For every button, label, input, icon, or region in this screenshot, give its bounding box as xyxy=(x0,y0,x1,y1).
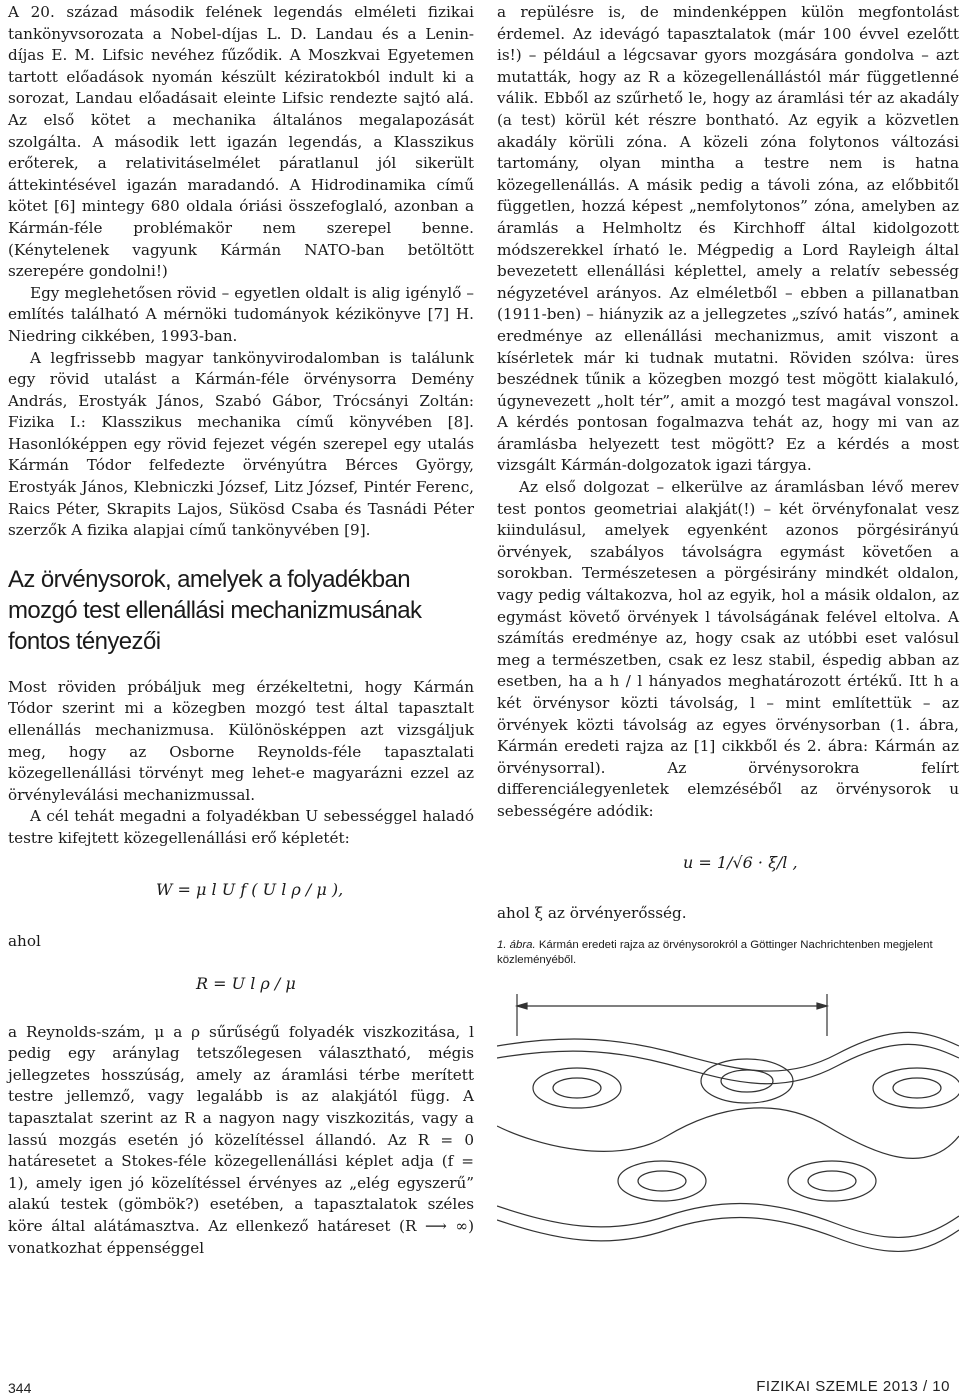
paragraph-landau-lifsic: A 20. század második felének legendás elméleti fizikai tankönyvsorozata a Nobel-díjas L. D. Landau és a Lenin-díjas E. M. Lifsic nevéhez fűződik. A Moszkvai Egyetemen tartott előadások nyomán készült kéziratokból indult ki a sorozat, Landau előadásait eleinte Lifsic rendezte sajtó alá. Az első kötet a mechanika általános megalapozását szolgálta. A második lett igazán legendás, a Klasszikus erőterek, a relativitáselmélet páratlanul jól sikerült áttekintésével igazán maradandó. A Hidrodinamika című kötet [6] mintegy 680 oldala óriási összefoglaló, azonban a Kármán-féle problémakör nem szerepel benne. (Kénytelenek vagyunk Kármán NATO-ban betöltött szerepére gondolni!) xyxy=(8,3,474,281)
paragraph-vortex-strength: ahol ξ az örvényerősség. xyxy=(497,903,687,922)
formula-w xyxy=(8,850,474,936)
upper-vortex-1-inner xyxy=(553,1078,601,1098)
formula-r-text: R = U l ρ / μ xyxy=(196,973,296,993)
upper-vortex-3 xyxy=(873,1068,959,1108)
lower-vortex-1 xyxy=(618,1161,706,1201)
paragraph-niedring: Egy meglehetősen rövid – egyetlen oldalt is alig igénylő – említés található A mérnöki tudományok kézikönyve [7] H. Niedring cikkében, 1993-ban. xyxy=(8,283,474,345)
center-streamline xyxy=(497,1108,959,1159)
left-column xyxy=(8,2,474,1259)
page-number: 344 xyxy=(8,1380,32,1396)
ahol-label: ahol xyxy=(8,931,41,950)
arrowhead-right xyxy=(817,1003,827,1009)
upper-vortex-3-inner xyxy=(893,1078,941,1098)
caption-label: 1. ábra. xyxy=(497,939,536,952)
paragraph-first-paper: Az első dolgozat – elkerülve az áramlásban lévő merev test pontos geometriai alakját(!) – két örvényfonalat vesz kiindulásul, amelyek egyenként azonos pörgésirányú örvények, szabályos távolságra egymást követően a sorokban. Természetesen a pörgésirány mindkét oldalon, vagy pedig váltakozva, hol az egyik, hol a másik oldalon, az egymást követő örvények l távolságának felével eltolva. A számítás eredménye az, hogy csak az utóbbi eset valósul meg a természetben, csak ez lesz stabil, éspedig abban az esetben, ha a h / l hányados meghatározott értékű. Itt h a két örvénysor közti távolság, l – mint említettük – az örvények közti távolság az egyes örvénysorban (1. ábra, Kármán eredeti rajza az [1] cikkből és 2. ábra: Kármán az örvénysorral). Az örvénysorokra felírt differenciálegyenletek elemzéséből az örvénysorok u sebességére adódik: xyxy=(497,478,959,820)
figure-caption xyxy=(497,938,959,968)
lower-streamline-2 xyxy=(497,1218,959,1252)
lower-streamline-1 xyxy=(497,1204,959,1238)
upper-streamline-2 xyxy=(497,1045,959,1084)
lower-vortex-2-inner xyxy=(808,1171,856,1191)
caption-text: Kármán eredeti rajza az örvénysorokról a Göttinger Nachrichtenben megjelent közleményéből. xyxy=(497,939,933,967)
paragraph-goal: A cél tehát megadni a folyadékban U sebességgel haladó testre kifejtett közegellenállási erő képletét: xyxy=(8,807,474,847)
formula-u xyxy=(497,823,959,903)
upper-vortex-2-inner xyxy=(721,1070,773,1092)
formula-u-text: u = 1/√6 · ξ/l , xyxy=(683,852,798,872)
upper-vortex-1 xyxy=(533,1068,621,1108)
paragraph-textbooks: A legfrissebb magyar tankönyvirodalomban is találunk egy rövid utalást a Kármán-féle örvénysorra Demény András, Erostyák János, Szabó Gábor, Trócsányi Zoltán: Fizika I.: Klasszikus mechanika című könyvében [8]. Hasonlóképpen egy rövid fejezet végén szerepel egy utalás Kármán Tódor felfedezte örvényútra Bérces György, Erostyák János, Klebniczki József, Litz József, Pintér Ferenc, Raics Péter, Skrapits Lajos, Sükösd Csaba és Tasnádi Péter szerzők A fizika alapjai című tankönyvében [9]. xyxy=(8,348,474,540)
paragraph-reynolds: a Reynolds-szám, μ a ρ sűrűségű folyadék viszkozitása, l pedig egy aránylag tetszőlegesen választható, mégis jellegzetes hosszúság, amely az áramlási térbe merített testre jellemző, vagy legalább is az alakjától függ. A tapasztalat szerint az R a nagyon nagy viszkozitás, vagy a lassú mozgás esetén jó közelítéssel állandó. Az R = 0 határesetet a Stokes-féle közegellenállási képlet adja (f = 1), amely igen jó közelítéssel érvényes az „elég egyszerű” alakú testek (gömbök?) esetében, a tapasztalatok széles köre által alátámasztva. Az ellenkező határeset (R ⟶ ∞) vonatkozhat éppenséggel xyxy=(8,1022,474,1257)
vortex-street-drawing xyxy=(497,976,959,1264)
right-column xyxy=(497,2,959,1264)
formula-w-text: W = μ l U f ( U l ρ / μ ), xyxy=(156,879,344,899)
lower-vortex-1-inner xyxy=(638,1171,686,1191)
section-heading: Az örvénysorok, amelyek a folyadékban mozgó test ellenállási mechanizmusának fontos tényezői xyxy=(8,565,422,655)
upper-vortex-2 xyxy=(701,1059,793,1103)
journal-issue: FIZIKAI SZEMLE 2013 / 10 xyxy=(756,1378,950,1395)
paragraph-zones: a repülésre is, de mindenképpen külön megfontolást érdemel. Az idevágó tapasztalatok (már 100 évvel ezelőtt is!) – például a légcsavar gyors mozgására gondolva – azt mutatták, hogy az R a közegellenállástól már függetlenné válik. Ebből az szűrhető le, hogy az áramlási tér az akadály (a test) körül két részre bontható. Az egyik a közvetlen akadály körüli zóna. A közeli zóna folytonos változási tartomány, olyan mintha a testre nem is hatna közegellenállás. A másik pedig a távoli zóna, az előbbitől független, hozzá képest „nemfolytonos” zóna, amelyben az áramlás a Helmholtz és Kirchhoff által kidolgozott módszerekkel írható le. Mégpedig a Lord Rayleigh által bevezetett ellenállási képlettel, amely a relatív sebesség négyzetével arányos. Az elméletből – ebben a pillanatban (1911-ben) – hiányzik az a jellegzetes „szívó hatás”, aminek eredménye az ellenállási mechanizmus, amit viszont a kísérletek már ki tudnak mutatni. Röviden szólva: üres beszédnek tűnik a közegben mozgó test mögött kialakuló, úgynevezett „holt tér”, amit a mozgó test magával vonszol. A kérdés pontosan fogalmazva tehát az, hogy mi van az áramlásba helyezett test mögött? Ez a kérdés a most vizsgált Kármán-dolgozatok igazi tárgya. xyxy=(497,3,959,475)
paragraph-mechanism: Most röviden próbáljuk meg érzékeltetni, hogy Kármán Tódor szerint mi a közegben mozgó test által tapasztalt ellenállás mechanizmusa. Különösképpen azt vizsgáljuk meg, hogy az Osborne Reynolds-féle tapasztalati közegellenállási törvényt meg lehet-e magyarázni ezzel az örvényleválási mechanizmussal. xyxy=(8,677,474,804)
lower-vortex-2 xyxy=(788,1161,876,1201)
arrowhead-left xyxy=(517,1003,527,1009)
formula-r xyxy=(8,950,474,1022)
vortex-street-figure xyxy=(497,976,959,1264)
